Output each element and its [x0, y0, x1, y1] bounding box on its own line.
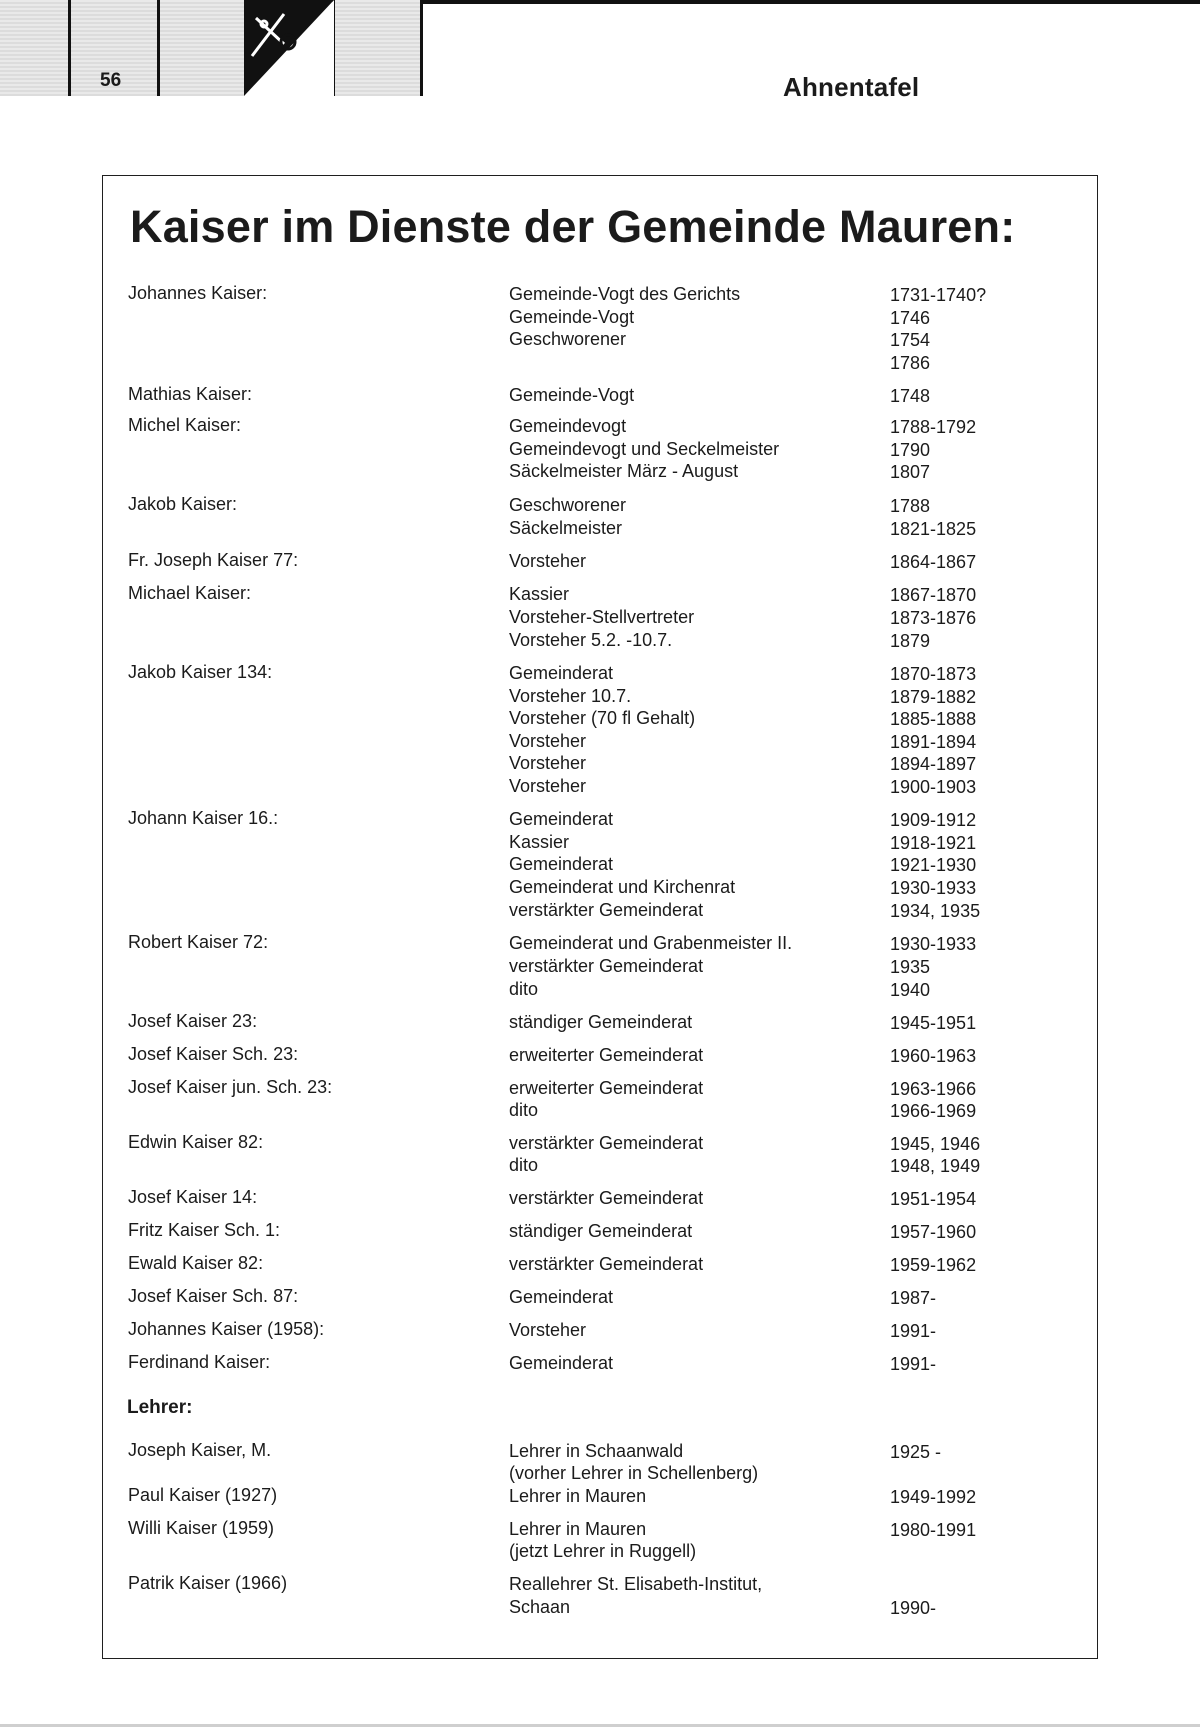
page-number: 56 [100, 70, 122, 91]
role-text: (jetzt Lehrer in Ruggell) [509, 1541, 697, 1561]
role-text: Kassier [509, 832, 570, 852]
role-text: verstärkter Gemeinderat [509, 1188, 704, 1208]
year-text: 1754 [890, 330, 931, 350]
year-text: 1960-1963 [890, 1046, 977, 1066]
role-text: Gemeinderat und Grabenmeister II. [509, 933, 793, 953]
role-text: Gemeindevogt und Seckelmeister [509, 439, 780, 459]
person-name: Ewald Kaiser 82: [128, 1253, 264, 1273]
role-text: ständiger Gemeinderat [509, 1012, 693, 1032]
year-text: 1867-1870 [890, 585, 977, 605]
role-text: dito [509, 1100, 539, 1120]
year-text: 1894-1897 [890, 754, 977, 774]
year-text: 1980-1991 [890, 1520, 977, 1540]
role-text: erweiterter Gemeinderat [509, 1045, 704, 1065]
year-text: 1731-1740? [890, 285, 987, 305]
person-name: Paul Kaiser (1927) [128, 1485, 278, 1505]
year-text: 1891-1894 [890, 732, 977, 752]
person-name: Ferdinand Kaiser: [128, 1352, 271, 1372]
role-text: verstärkter Gemeinderat [509, 1133, 704, 1153]
person-name: Willi Kaiser (1959) [128, 1518, 275, 1538]
person-name: Johannes Kaiser (1958): [128, 1319, 325, 1339]
year-text: 1959-1962 [890, 1255, 977, 1275]
year-text: 1945, 1946 [890, 1134, 981, 1154]
year-text: 1746 [890, 308, 931, 328]
year-text: 1949-1992 [890, 1487, 977, 1507]
role-text: Säckelmeister März - August [509, 461, 739, 481]
role-text: (vorher Lehrer in Schellenberg) [509, 1463, 759, 1483]
year-text: 1966-1969 [890, 1101, 977, 1121]
person-name: Patrik Kaiser (1966) [128, 1573, 288, 1593]
year-text: 1940 [890, 980, 931, 1000]
role-text: Geschworener [509, 495, 627, 515]
role-text: Lehrer in Schaanwald [509, 1441, 684, 1461]
role-text: Gemeinderat [509, 663, 614, 683]
role-text: Vorsteher [509, 1320, 587, 1340]
year-text: 1951-1954 [890, 1189, 977, 1209]
year-text: 1991- [890, 1354, 937, 1374]
year-text: 1900-1903 [890, 777, 977, 797]
person-name: Josef Kaiser jun. Sch. 23: [128, 1077, 333, 1097]
year-text: 1864-1867 [890, 552, 977, 572]
role-text: ständiger Gemeinderat [509, 1221, 693, 1241]
role-text: Vorsteher-Stellvertreter [509, 607, 695, 627]
role-text: verstärkter Gemeinderat [509, 1254, 704, 1274]
year-text: 1918-1921 [890, 833, 977, 853]
role-text: Geschworener [509, 329, 627, 349]
year-text: 1788 [890, 496, 931, 516]
role-text: Reallehrer St. Elisabeth-Institut, [509, 1574, 763, 1594]
role-text: dito [509, 979, 539, 999]
role-text: Säckelmeister [509, 518, 623, 538]
role-text: Kassier [509, 584, 570, 604]
person-name: Joseph Kaiser, M. [128, 1440, 272, 1460]
year-text: 1935 [890, 957, 931, 977]
footer-rule [0, 1724, 1200, 1727]
year-text: 1925 - [890, 1442, 942, 1462]
role-text: Gemeinderat [509, 809, 614, 829]
year-text: 1921-1930 [890, 855, 977, 875]
year-text: 1788-1792 [890, 417, 977, 437]
role-text: Gemeindevogt [509, 416, 627, 436]
year-text: 1987- [890, 1288, 937, 1308]
person-name: Robert Kaiser 72: [128, 932, 269, 952]
year-text: 1957-1960 [890, 1222, 977, 1242]
lehrer-heading: Lehrer: [127, 1397, 193, 1418]
role-text: Vorsteher [509, 776, 587, 796]
year-text: 1807 [890, 462, 931, 482]
year-text: 1821-1825 [890, 519, 977, 539]
role-text: erweiterter Gemeinderat [509, 1078, 704, 1098]
role-text: Gemeinde-Vogt [509, 385, 635, 405]
role-text: dito [509, 1155, 539, 1175]
person-name: Josef Kaiser 14: [128, 1187, 258, 1207]
year-text: 1934, 1935 [890, 901, 981, 921]
year-text: 1870-1873 [890, 664, 977, 684]
running-head: Ahnentafel [783, 72, 920, 102]
page-title: Kaiser im Dienste der Gemeinde Mauren: [130, 201, 1016, 252]
year-text: 1879-1882 [890, 687, 977, 707]
person-name: Mathias Kaiser: [128, 384, 253, 404]
year-text: 1885-1888 [890, 709, 977, 729]
person-name: Johann Kaiser 16.: [128, 808, 279, 828]
role-text: Vorsteher 10.7. [509, 686, 632, 706]
person-name: Fritz Kaiser Sch. 1: [128, 1220, 281, 1240]
role-text: Lehrer in Mauren [509, 1486, 647, 1506]
year-text: 1748 [890, 386, 931, 406]
person-name: Jakob Kaiser: [128, 494, 238, 514]
year-text: 1790 [890, 440, 931, 460]
year-text: 1963-1966 [890, 1079, 977, 1099]
role-text: Gemeinde-Vogt [509, 307, 635, 327]
year-text: 1930-1933 [890, 934, 977, 954]
year-text: 1873-1876 [890, 608, 977, 628]
person-name: Johannes Kaiser: [128, 283, 268, 303]
role-text: Schaan [509, 1597, 571, 1617]
role-text: Lehrer in Mauren [509, 1519, 647, 1539]
role-text: Gemeinderat und Kirchenrat [509, 877, 736, 897]
role-text: Gemeinderat [509, 1287, 614, 1307]
year-text: 1990- [890, 1598, 937, 1618]
year-text: 1945-1951 [890, 1013, 977, 1033]
role-text: Gemeinde-Vogt des Gerichts [509, 284, 741, 304]
year-text: 1909-1912 [890, 810, 977, 830]
person-name: Fr. Joseph Kaiser 77: [128, 550, 299, 570]
role-text: Vorsteher (70 fl Gehalt) [509, 708, 696, 728]
person-name: Edwin Kaiser 82: [128, 1132, 264, 1152]
role-text: Gemeinderat [509, 1353, 614, 1373]
year-text: 1948, 1949 [890, 1156, 981, 1176]
year-text: 1930-1933 [890, 878, 977, 898]
role-text: Vorsteher [509, 731, 587, 751]
role-text: Vorsteher 5.2. -10.7. [509, 630, 673, 650]
person-name: Michael Kaiser: [128, 583, 252, 603]
role-text: verstärkter Gemeinderat [509, 900, 704, 920]
person-name: Josef Kaiser 23: [128, 1011, 258, 1031]
person-name: Josef Kaiser Sch. 23: [128, 1044, 299, 1064]
role-text: Vorsteher [509, 753, 587, 773]
year-text: 1879 [890, 631, 931, 651]
role-text: Vorsteher [509, 551, 587, 571]
person-name: Josef Kaiser Sch. 87: [128, 1286, 299, 1306]
role-text: Gemeinderat [509, 854, 614, 874]
year-text: 1786 [890, 353, 931, 373]
year-text: 1991- [890, 1321, 937, 1341]
person-name: Jakob Kaiser 134: [128, 662, 273, 682]
role-text: verstärkter Gemeinderat [509, 956, 704, 976]
person-name: Michel Kaiser: [128, 415, 242, 435]
